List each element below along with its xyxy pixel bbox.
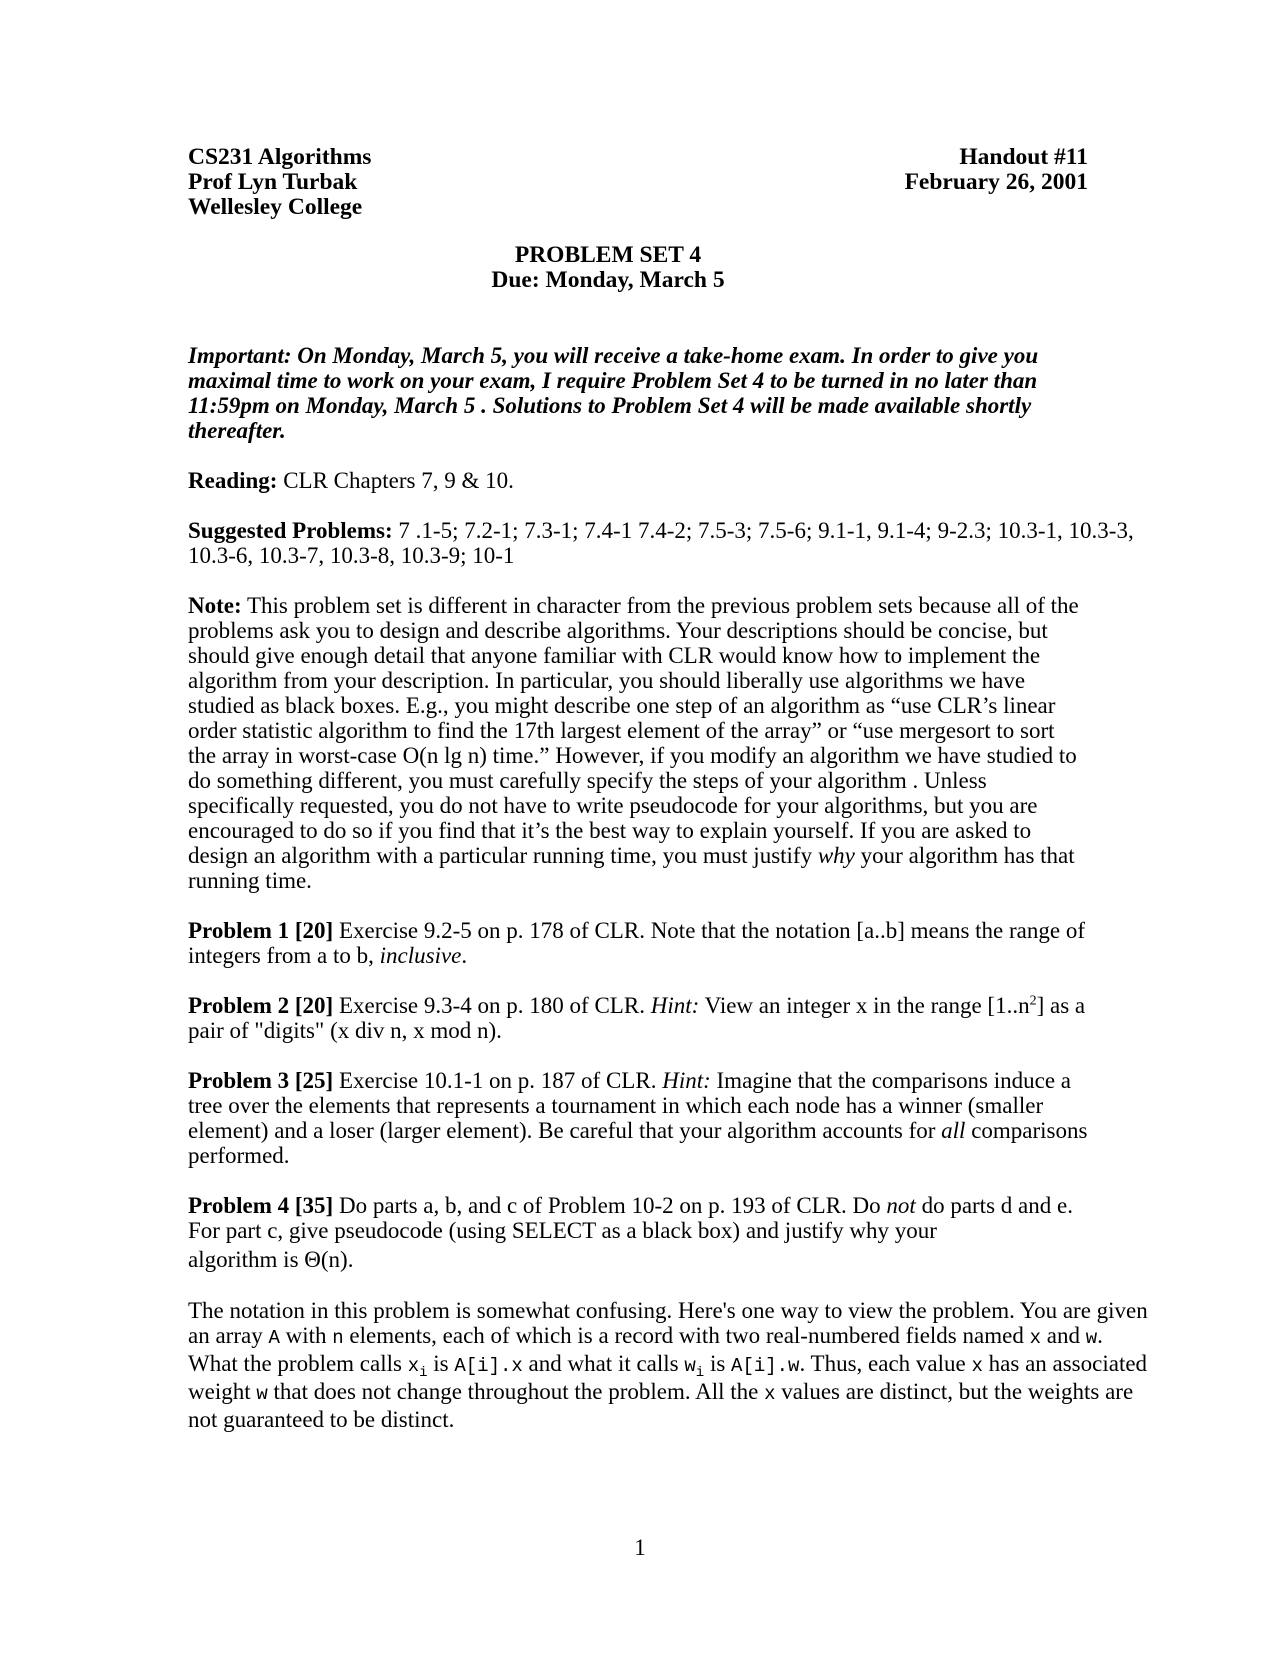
college-name: Wellesley College xyxy=(188,194,363,220)
note-text-end: your algorithm has that running time. xyxy=(188,843,1075,893)
notation-text: values are distinct, but the weights are not guaranteed to be distinct. xyxy=(188,1379,1134,1432)
suggested-problems-section xyxy=(188,518,1148,568)
problem-4-label: Problem 4 [35] xyxy=(188,1193,334,1218)
problem-3-hint: Imagine that the comparisons induce a tree over the elements that represents a tournament in which each node has a winner (smaller element) and a loser (larger element). Be careful that your algorithm accounts for xyxy=(188,1068,1071,1143)
code-w-subscript: i xyxy=(695,1364,705,1381)
notation-text: elements, each of which is a record with two real-numbered fields named xyxy=(349,1323,1024,1348)
problem-4-text-2: do parts d and e. For part c, give pseudocode (using SELECT as a black box) and justify why your xyxy=(188,1193,1073,1243)
header-left xyxy=(188,145,371,220)
code-x-subscript: i xyxy=(419,1364,428,1381)
course-name: CS231 Algorithms xyxy=(188,144,372,170)
header-right xyxy=(905,145,1088,220)
page-number: 1 xyxy=(634,1535,646,1560)
problem-4-text-3: algorithm is Θ(n). xyxy=(188,1247,354,1272)
reading-section xyxy=(188,468,1088,493)
problem-4-not: not xyxy=(886,1193,916,1218)
handout-date: February 26, 2001 xyxy=(904,169,1088,195)
note-text: This problem set is different in character from the previous problem sets because all of the problems ask you to design and describe algorithms. Your descriptions should be concise, but should give enough detail that anyone familiar with CLR would know how to implement the algorithm from your description. In particular, you should liberally use algorithms we have studied as black boxes. E.g., you might describe one step of an algorithm as “use CLR’s linear order statistic algorithm to find the 17th largest element of the array” or “use mergesort to sort the array in worst-case O(n lg n) time.” However, if you modify an algorithm we have studied to do something different, you must carefully specify the steps of your algorithm . Unless specifically requested, you do not have to write pseudocode for your algorithms, but you are encouraged to do so if you find that it’s the best way to explain yourself. If you are asked to design an algorithm with a particular running time, you must justify xyxy=(188,593,1079,868)
code-w: w xyxy=(1085,1327,1098,1349)
problem-3-label: Problem 3 [25] xyxy=(188,1068,334,1093)
reading-label: Reading: xyxy=(188,468,278,493)
title-line-1: PROBLEM SET 4 xyxy=(514,242,702,268)
code-x: x xyxy=(764,1383,776,1405)
problem-2-hint: View an integer x in the range [1..n xyxy=(704,993,1030,1018)
professor-name: Prof Lyn Turbak xyxy=(188,169,358,195)
problem-2 xyxy=(188,993,1088,1043)
code-x-base: x xyxy=(407,1355,420,1377)
problem-1-end: . xyxy=(461,943,468,968)
problem-2-superscript: 2 xyxy=(1029,993,1037,1009)
notation-text: is xyxy=(433,1351,449,1376)
note-why: why xyxy=(817,843,855,868)
suggested-text: 7 .1-5; 7.2-1; 7.3-1; 7.4-1 7.4-2; 7.5-3; 7.5-6; 9.1-1, 9.1-4; 9-2.3; 10.3-1, 10.3-3, 10.3-6, 10.3-7, 10.3-8, 10.3-9; 10-1 xyxy=(188,518,1134,568)
page-title xyxy=(188,243,1088,293)
code-A-i-x: A[i].x xyxy=(454,1355,523,1377)
problem-2-hint-end: ] as a pair of "digits" (x div n, x mod n). xyxy=(188,993,1086,1043)
reading-text: CLR Chapters 7, 9 & 10. xyxy=(283,468,514,493)
problem-4-text: Do parts a, b, and c of Problem 10-2 on p. 193 of CLR. Do xyxy=(338,1193,881,1218)
important-notice: Important: On Monday, March 5, you will receive a take-home exam. In order to give you maximal time to work on your exam, I require Problem Set 4 to be turned in no later than 11:59pm on Monday, March 5 . Solutions to Problem Set 4 will be made available shortly thereafter. xyxy=(188,343,1039,443)
code-A: A xyxy=(268,1327,280,1349)
problem-3 xyxy=(188,1068,1088,1168)
problem-3-all: all xyxy=(941,1118,966,1143)
problem-2-hint-label: Hint: xyxy=(650,993,700,1018)
code-x: x xyxy=(1029,1327,1041,1349)
problem-3-text: Exercise 10.1-1 on p. 187 of CLR. xyxy=(338,1068,657,1093)
notation-text: with xyxy=(285,1323,327,1348)
note-section xyxy=(188,593,1088,893)
problem-2-text: Exercise 9.3-4 on p. 180 of CLR. xyxy=(338,993,645,1018)
problem-1 xyxy=(188,918,1088,968)
note-label: Note: xyxy=(188,593,242,618)
notation-text: and xyxy=(1046,1323,1080,1348)
problem-4 xyxy=(188,1193,1088,1276)
code-w-sub-i xyxy=(684,1355,705,1381)
code-A-i-w: A[i].w xyxy=(731,1355,800,1377)
problem-2-label: Problem 2 [20] xyxy=(188,993,334,1018)
suggested-label: Suggested Problems: xyxy=(188,518,393,543)
document-header xyxy=(188,145,1088,220)
notation-text: . What the problem calls xyxy=(188,1323,1103,1376)
document-page xyxy=(188,144,1148,1432)
code-x: x xyxy=(971,1355,983,1377)
notation-text: The notation in this problem is somewhat confusing. Here's one way to view the problem. You are given an array xyxy=(188,1298,1148,1348)
problem-1-text: Exercise 9.2-5 on p. 178 of CLR. Note that the notation [a..b] means the range of integers from a to b, xyxy=(188,918,1085,968)
code-w-base: w xyxy=(684,1355,696,1377)
problem-3-hint-label: Hint: xyxy=(662,1068,711,1093)
notation-text: and what it calls xyxy=(528,1351,679,1376)
notation-text: is xyxy=(709,1351,726,1376)
code-x-sub-i xyxy=(407,1355,428,1381)
notation-paragraph xyxy=(188,1298,1148,1432)
notation-text: . Thus, each value xyxy=(799,1351,966,1376)
title-line-2: Due: Monday, March 5 xyxy=(491,267,725,293)
code-w: w xyxy=(256,1383,268,1405)
handout-number: Handout #11 xyxy=(959,144,1088,170)
problem-1-inclusive: inclusive xyxy=(379,943,462,968)
code-n: n xyxy=(332,1327,344,1349)
notation-text: has an associated weight xyxy=(188,1351,1148,1404)
problem-1-label: Problem 1 [20] xyxy=(188,918,334,943)
problem-3-hint-end: comparisons performed. xyxy=(188,1118,1088,1168)
notation-text: that does not change throughout the problem. All the xyxy=(273,1379,759,1404)
